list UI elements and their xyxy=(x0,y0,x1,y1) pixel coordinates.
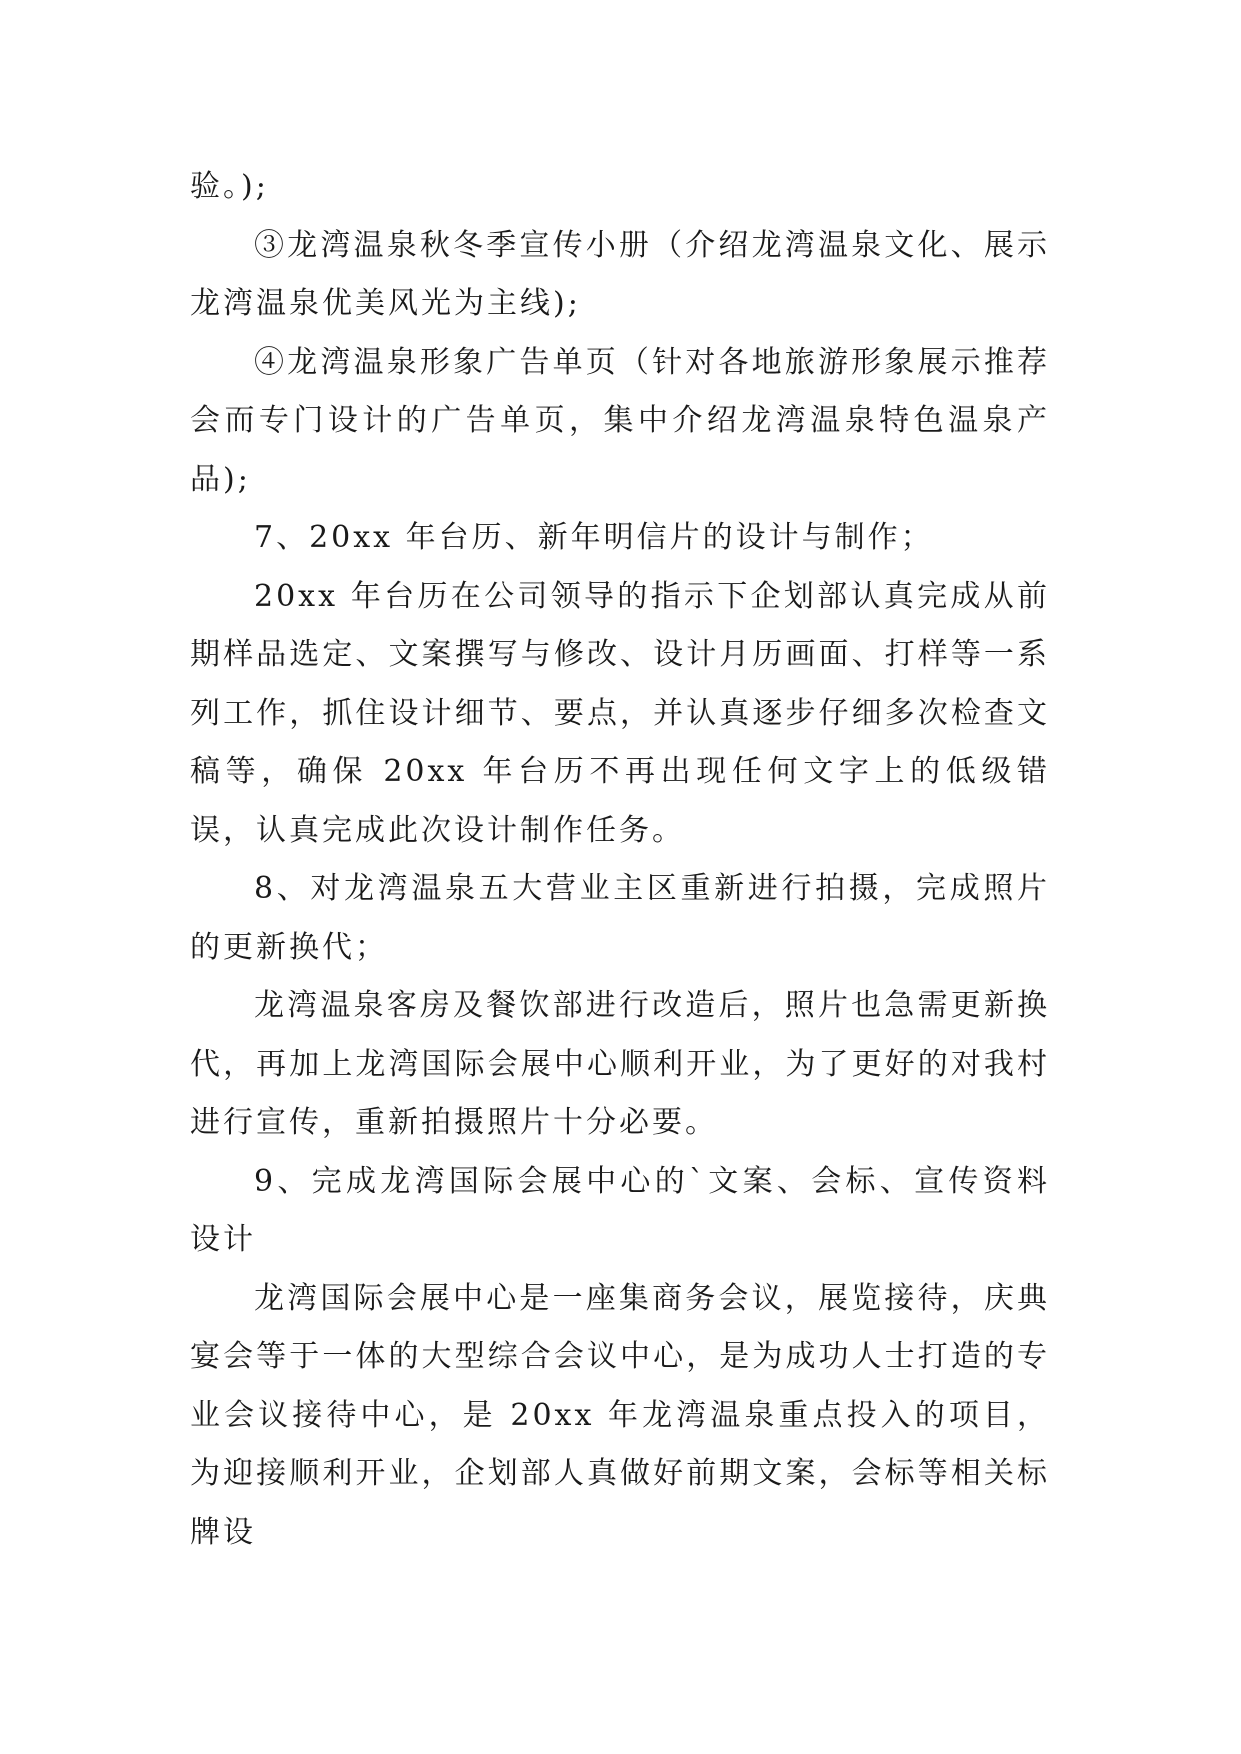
paragraph-5: 20xx 年台历在公司领导的指示下企划部认真完成从前期样品选定、文案撰写与修改、设计月历画面、打样等一系列工作，抓住设计细节、要点，并认真逐步仔细多次检查文稿等，确保 20xx 年台历不再出现任何文字上的低级错误，认真完成此次设计制作任务。 xyxy=(190,578,1050,848)
paragraph-9: 龙湾国际会展中心是一座集商务会议，展览接待，庆典宴会等于一体的大型综合会议中心，是为成功人士打造的专业会议接待中心，是 20xx 年龙湾温泉重点投入的项目，为迎接顺利开业，企划部人真做好前期文案，会标等相关标牌设 xyxy=(190,1280,1050,1550)
paragraph-7: 龙湾温泉客房及餐饮部进行改造后，照片也急需更新换代，再加上龙湾国际会展中心顺利开业，为了更好的对我村进行宣传，重新拍摄照片十分必要。 xyxy=(190,988,1050,1140)
paragraph-3: ④龙湾温泉形象广告单页（针对各地旅游形象展示推荐会而专门设计的广告单页，集中介绍龙湾温泉特色温泉产品); xyxy=(190,344,1050,497)
paragraph-6: 8、对龙湾温泉五大营业主区重新进行拍摄，完成照片的更新换代； xyxy=(190,871,1050,965)
paragraph-8: 9、完成龙湾国际会展中心的`文案、会标、宣传资料设计 xyxy=(190,1163,1050,1257)
paragraph-1: 验。); xyxy=(190,169,269,204)
paragraph-2: ③龙湾温泉秋冬季宣传小册（介绍龙湾温泉文化、展示龙湾温泉优美风光为主线); xyxy=(190,227,1050,321)
document-body xyxy=(190,158,1050,1562)
paragraph-4: 7、20xx 年台历、新年明信片的设计与制作； xyxy=(254,520,934,555)
